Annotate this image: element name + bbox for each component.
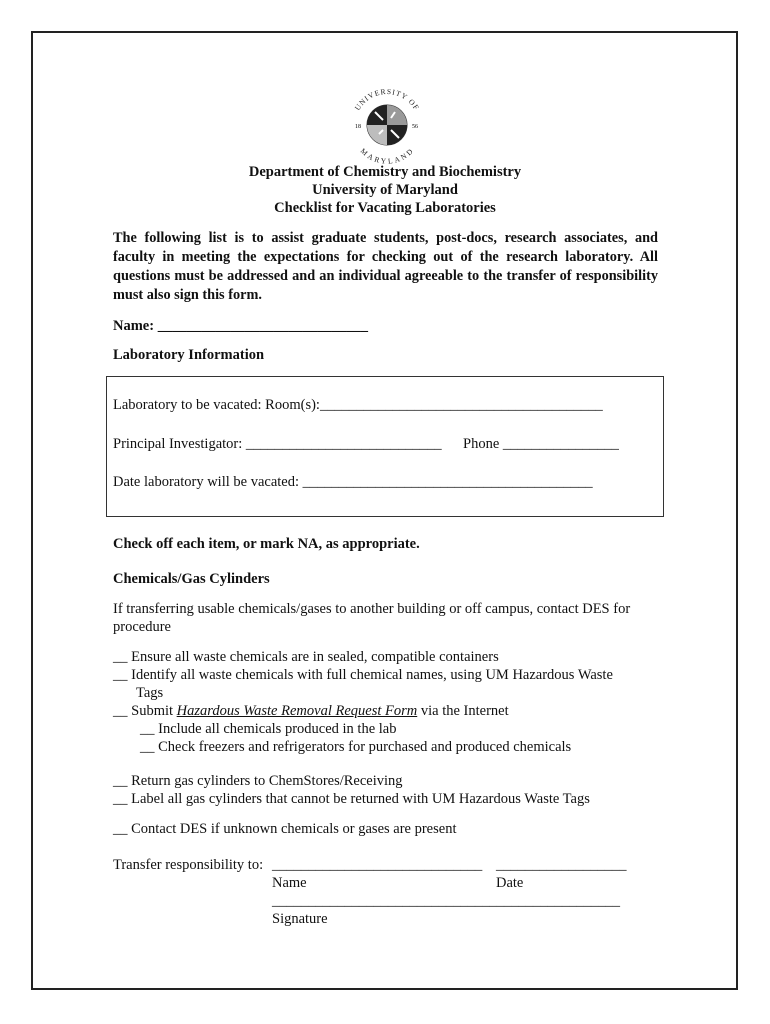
transfer-name-field[interactable]: _____________________________ — [272, 857, 483, 873]
checklist-subitem[interactable]: __ Include all chemicals produced in the lab — [140, 721, 397, 737]
svg-text:UNIVERSITY OF: UNIVERSITY OF — [352, 86, 422, 113]
svg-text:56: 56 — [412, 124, 418, 130]
svg-text:18: 18 — [355, 124, 361, 130]
check-instruction: Check off each item, or mark NA, as appropriate. — [113, 536, 420, 552]
date-caption: Date — [496, 875, 524, 891]
intro-paragraph: The following list is to assist graduate students, post-docs, research associates, and faculty in meeting the expectations for checking out of the research laboratory. All questions must be addressed and an individual agreeable to the transfer of responsibility must also sign this form. — [113, 230, 658, 303]
signature-field[interactable]: ________________________________________________ — [272, 893, 620, 909]
page-title: Checklist for Vacating Laboratories — [274, 200, 496, 216]
vacate-date-field[interactable]: Date laboratory will be vacated: ________________________________________ — [113, 474, 593, 490]
name-caption: Name — [272, 875, 307, 891]
transfer-date-field[interactable]: __________________ — [496, 857, 627, 873]
checklist-item-text: __ Submit — [113, 703, 177, 719]
chemicals-note-cont: procedure — [113, 619, 171, 635]
chemicals-note: If transferring usable chemicals/gases to another building or off campus, contact DES for — [113, 601, 631, 617]
checklist-item[interactable]: __ Contact DES if unknown chemicals or gases are present — [113, 821, 457, 837]
phone-field[interactable]: Phone ________________ — [463, 436, 619, 452]
checklist-item[interactable]: __ Identify all waste chemicals with full chemical names, using UM Hazardous Waste — [113, 667, 613, 683]
checklist-item[interactable]: __ Ensure all waste chemicals are in sealed, compatible containers — [113, 649, 499, 665]
checklist-subitem[interactable]: __ Check freezers and refrigerators for purchased and produced chemicals — [140, 739, 572, 755]
name-field[interactable]: Name: _____________________________ — [113, 318, 368, 334]
room-field[interactable]: Laboratory to be vacated: Room(s):_______________________________________ — [113, 397, 603, 413]
checklist-item[interactable]: __ Return gas cylinders to ChemStores/Receiving — [113, 773, 403, 789]
transfer-label: Transfer responsibility to: — [113, 857, 264, 873]
checklist-item[interactable] — [113, 703, 509, 720]
checklist-item[interactable]: __ Label all gas cylinders that cannot be returned with UM Hazardous Waste Tags — [113, 791, 590, 807]
chemicals-heading: Chemicals/Gas Cylinders — [113, 571, 270, 587]
checklist-item-cont: Tags — [136, 685, 164, 701]
university-seal — [345, 82, 429, 166]
waste-removal-form-link[interactable]: Hazardous Waste Removal Request Form — [176, 703, 418, 719]
header-department: Department of Chemistry and Biochemistry — [248, 164, 522, 180]
svg-text:MARYLAND: MARYLAND — [358, 146, 416, 166]
checklist-item-text: via the Internet — [417, 703, 509, 719]
signature-caption: Signature — [272, 911, 328, 927]
lab-info-heading: Laboratory Information — [113, 347, 265, 363]
pi-field[interactable]: Principal Investigator: ___________________________ — [113, 436, 442, 452]
header-university: University of Maryland — [312, 182, 458, 198]
